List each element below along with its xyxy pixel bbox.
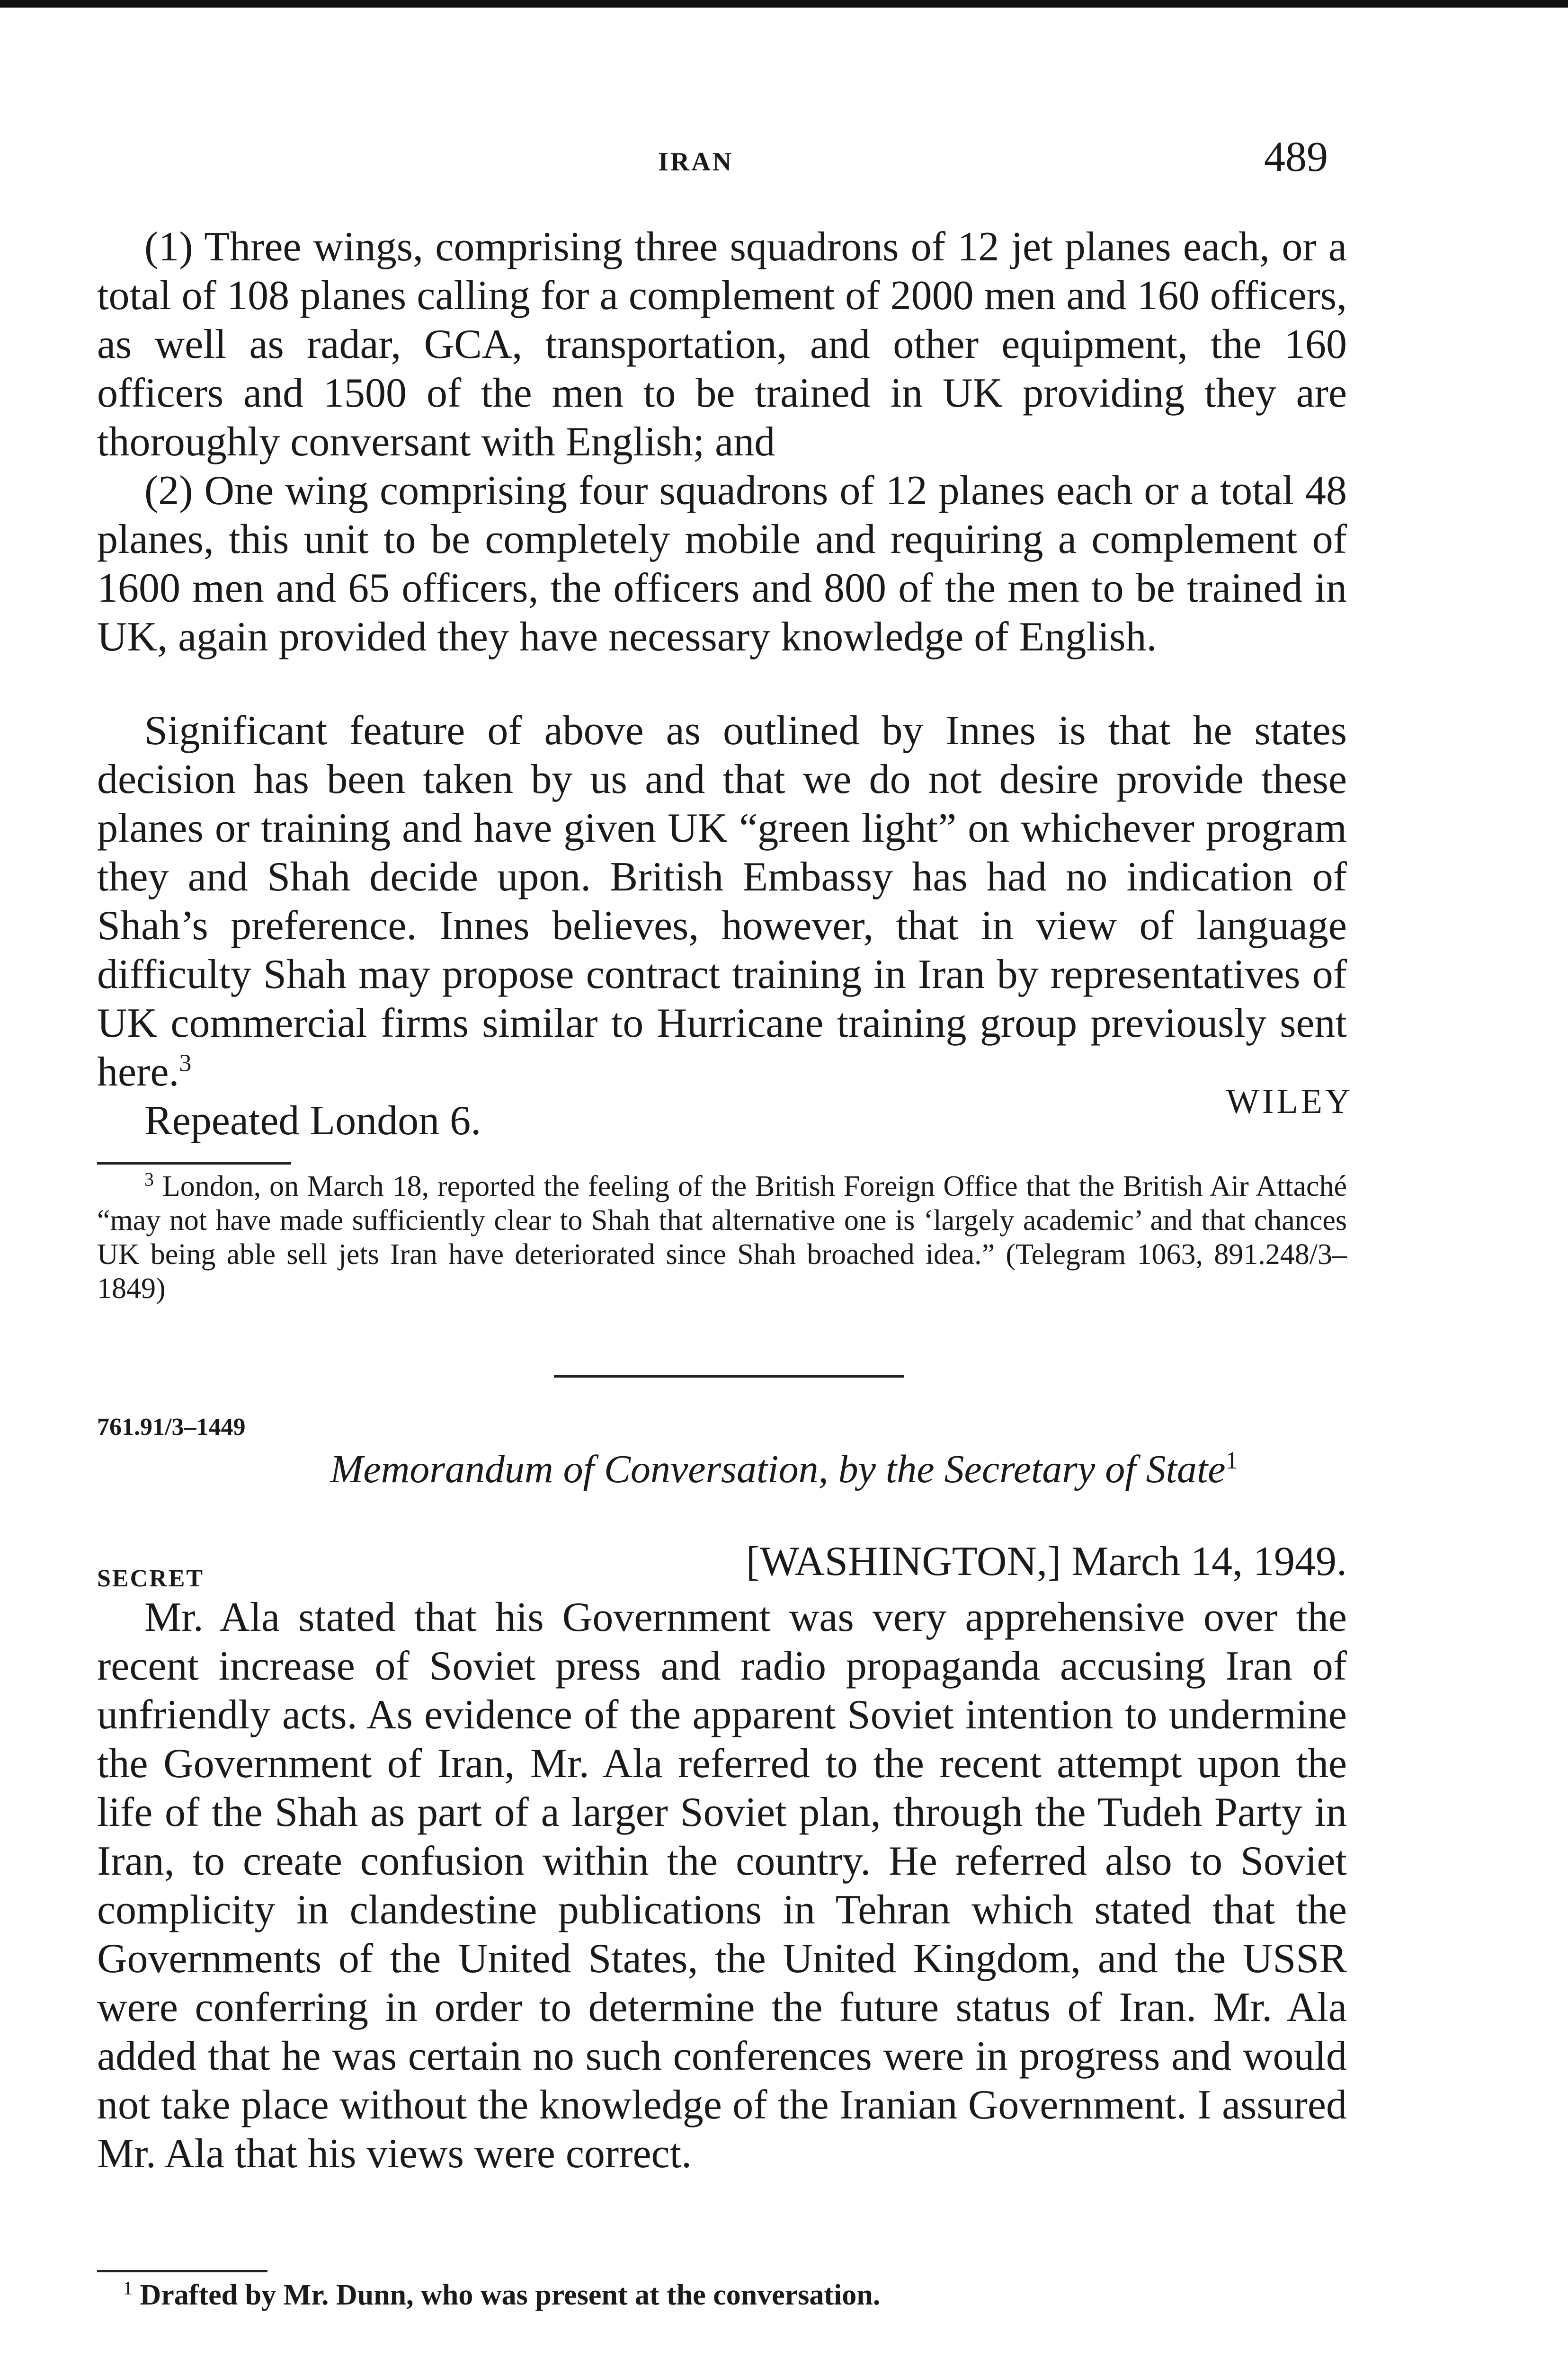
telegram-item-2: (2) One wing comprising four squadrons of 12 planes each or a total 48 planes, this unit to be completely mobile and requiring a complement of 1600 men and 65 officers, the officers and 800 of the men to be trained in UK, again provided they have necessary knowledge of English. [97,468,1347,660]
section-divider [554,1375,904,1378]
title-footnote-ref: 1 [1225,1447,1238,1474]
signature: WILEY [1226,1082,1354,1121]
telegram-item-1: (1) Three wings, comprising three squadrons of 12 jet planes each, or a total of 108 planes calling for a complement of 2000 men and 160 officers, as well as radar, GCA, transportation, and other equipment, the 160 officers and 1500 of the men to be trained in UK providing they are thoroughly conversant with English; and [97,224,1347,465]
page-header [0,133,1568,185]
footnote-rule-3 [97,1162,291,1165]
footnote-1-marker: 1 [123,2277,133,2299]
classification-label: SECRET [97,1565,205,1592]
top-edge-rule [0,0,1568,8]
dateline: [WASHINGTON,] March 14, 1949. [746,1539,1347,1584]
telegram-paragraph-significant [97,706,1347,1096]
memorandum-body [97,1593,1347,2178]
footnote-3-marker: 3 [144,1168,154,1190]
telegram-repeated: Repeated London 6. [144,1098,481,1144]
footnote-1 [97,2278,1347,2312]
file-number: 761.91/3–1449 [97,1414,246,1441]
telegram-body [97,222,1347,1145]
footnote-3-text: London, on March 18, reported the feeling of the British Foreign Office that the British Air Attaché “may not have made sufficiently clear to Shah that alternative one is ‘largely academic’ and that chances UK being able sell jets Iran have deteriorated since Shah broached idea.” (Telegram 1063, 891.248/3–1849) [97,1170,1347,1305]
document-title-text: Memorandum of Conversation, by the Secretary of State [330,1447,1226,1491]
footnote-3 [97,1169,1347,1306]
document-title [0,1446,1568,1492]
telegram-paragraph-text: Significant feature of above as outlined by Innes is that he states decision has been taken by us and that we do not desire provide these planes or training and have given UK “green light” on whichever program they and Shah decide upon. British Embassy has had no indication of Shah’s preference. Innes believes, however, that in view of language difficulty Shah may propose contract training in Iran by representatives of UK commercial firms similar to Hurricane training group previously sent here. [97,708,1347,1095]
footnote-1-text: Drafted by Mr. Dunn, who was present at the conversation. [140,2279,881,2311]
footnote-rule-1 [97,2270,267,2272]
footnote-ref-3: 3 [179,1050,192,1077]
running-head: IRAN [658,147,734,177]
page-number: 489 [1264,133,1328,180]
memorandum-paragraph: Mr. Ala stated that his Government was very apprehensive over the recent increase of Soviet press and radio propaganda accusing Iran of unfriendly acts. As evidence of the apparent Soviet intention to undermine the Government of Iran, Mr. Ala referred to the recent attempt upon the life of the Shah as part of a larger Soviet plan, through the Tudeh Party in Iran, to create confusion within the country. He referred also to Soviet complicity in clandestine publications in Tehran which stated that the Governments of the United States, the United Kingdom, and the USSR were conferring in order to determine the future status of Iran. Mr. Ala added that he was certain no such conferences were in progress and would not take place without the knowledge of the Iranian Government. I assured Mr. Ala that his views were correct. [97,1594,1347,2177]
